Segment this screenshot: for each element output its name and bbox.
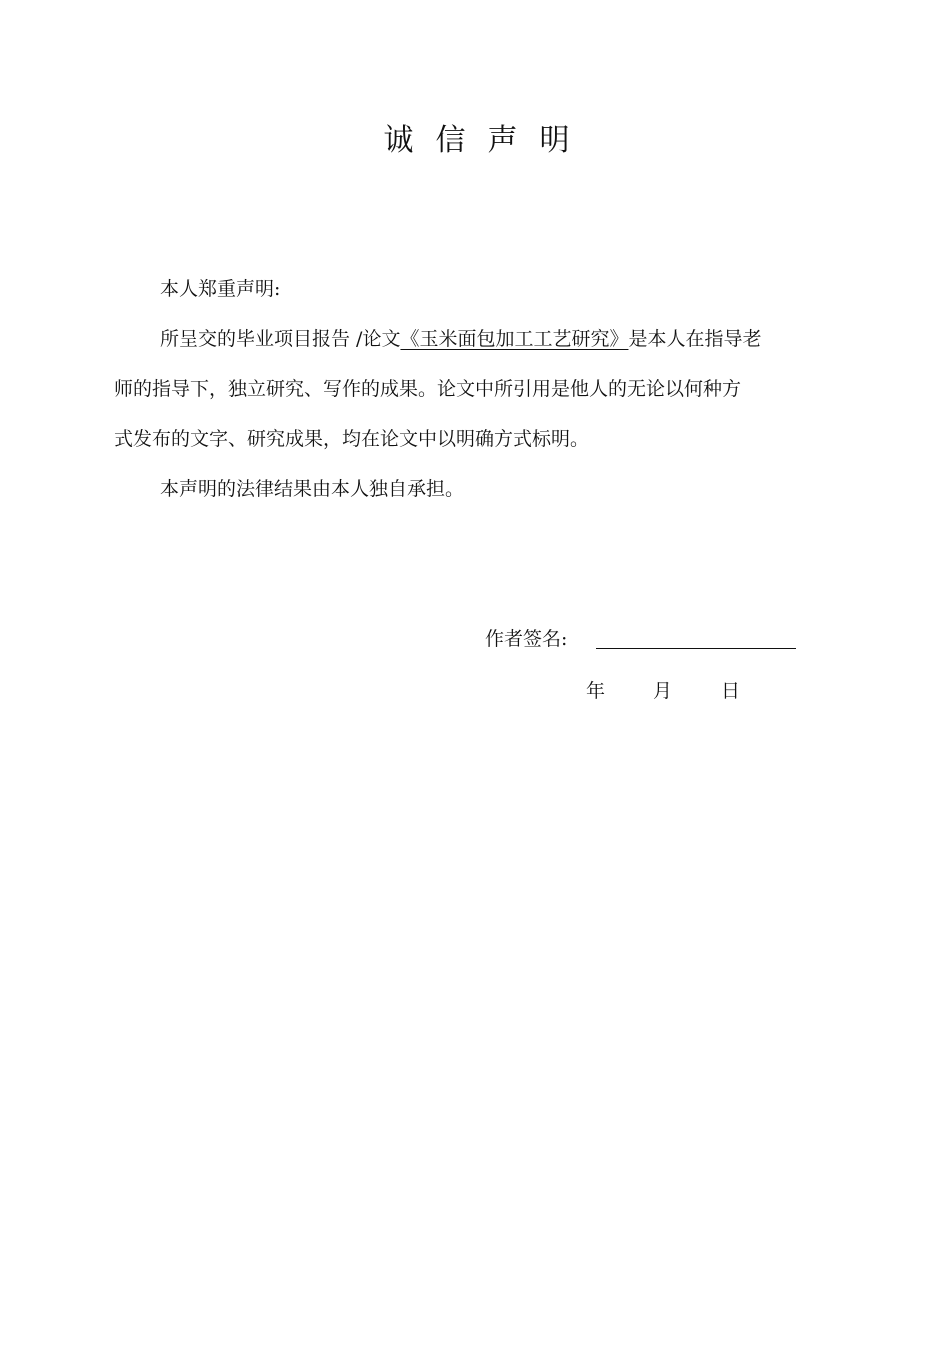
thesis-title: 《玉米面包加工工艺研究》 [400,328,629,350]
liability-statement: 本声明的法律结果由本人独自承担。 [160,478,465,500]
declaration-paragraph-line-1 [160,324,761,354]
declaration-suffix: 是本人在指导老 [628,328,762,350]
declaration-paragraph-line-2: 师的指导下，独立研究、写作的成果。论文中所引用是他人的无论以何种方 [114,378,742,400]
declaration-paragraph-line-3: 式发布的文字、研究成果，均在论文中以明确方式标明。 [114,428,590,450]
date-month-label: 月 [653,680,673,702]
signature-line [596,648,796,649]
declaration-opening: 本人郑重声明: [160,278,281,300]
author-signature-label: 作者签名: [485,628,568,650]
page-title: 诚信声明 [383,123,592,158]
date-year-label: 年 [586,680,606,702]
declaration-prefix: 所呈交的毕业项目报告 /论文 [160,328,401,350]
date-day-label: 日 [721,680,741,702]
